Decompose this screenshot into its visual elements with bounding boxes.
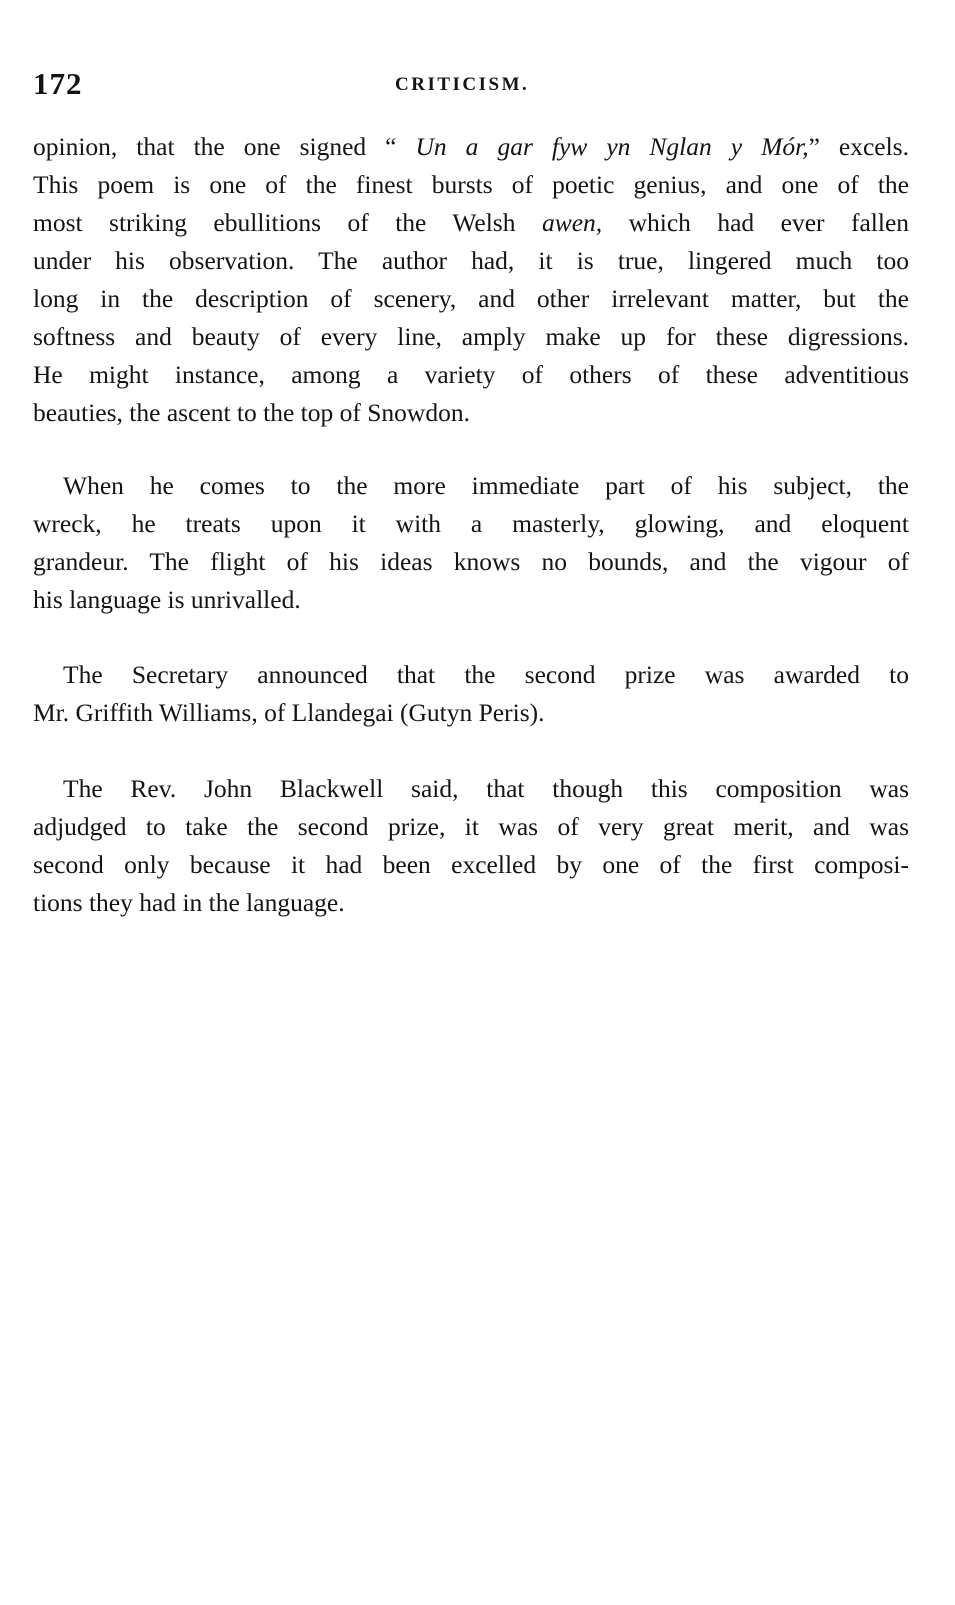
paragraph-line: He might instance, among a variety of others of these adventitious (33, 360, 909, 389)
running-title: CRITICISM. (395, 74, 530, 95)
paragraph-line: adjudged to take the second prize, it was of very great merit, and was (33, 812, 909, 841)
paragraph-line: his language is unrivalled. (33, 585, 301, 614)
running-head (33, 66, 911, 106)
line-text: most striking ebullitions of the Welsh (33, 208, 542, 237)
paragraph-line: The Rev. John Blackwell said, that though this composition was (63, 774, 909, 803)
paragraph-3 (33, 656, 909, 732)
paragraph-2 (33, 467, 909, 619)
paragraph-1 (33, 128, 909, 432)
paragraph-line: grandeur. The flight of his ideas knows no bounds, and the vigour of (33, 547, 909, 576)
paragraph-line: beauties, the ascent to the top of Snowdon. (33, 398, 470, 427)
line-text: opinion, that the one signed “ (33, 132, 416, 161)
paragraph-line: long in the description of scenery, and other irrelevant matter, but the (33, 284, 909, 313)
paragraph-line (33, 128, 909, 166)
paragraph-line: wreck, he treats upon it with a masterly, glowing, and eloquent (33, 509, 909, 538)
line-text: ” excels. (808, 132, 909, 161)
italic-word: awen, (541, 208, 603, 237)
paragraph-line (33, 204, 909, 242)
paragraph-line: tions they had in the language. (33, 888, 345, 917)
paragraph-line: When he comes to the more immediate part of his subject, the (63, 471, 909, 500)
page-number: 172 (33, 66, 83, 101)
paragraph-line: second only because it had been excelled by one of the first composi- (33, 850, 909, 879)
paragraph-line: Mr. Griffith Williams, of Llandegai (Gutyn Peris). (33, 698, 545, 727)
paragraph-line: This poem is one of the finest bursts of poetic genius, and one of the (33, 170, 909, 199)
italic-phrase: Un a gar fyw yn Nglan y Mór, (415, 132, 809, 161)
paragraph-line: The Secretary announced that the second prize was awarded to (63, 660, 909, 689)
line-text: which had ever fallen (602, 208, 910, 237)
paragraph-line: softness and beauty of every line, amply make up for these digressions. (33, 322, 909, 351)
paragraph-line: under his observation. The author had, it is true, lingered much too (33, 246, 909, 275)
paragraph-4 (33, 770, 909, 922)
